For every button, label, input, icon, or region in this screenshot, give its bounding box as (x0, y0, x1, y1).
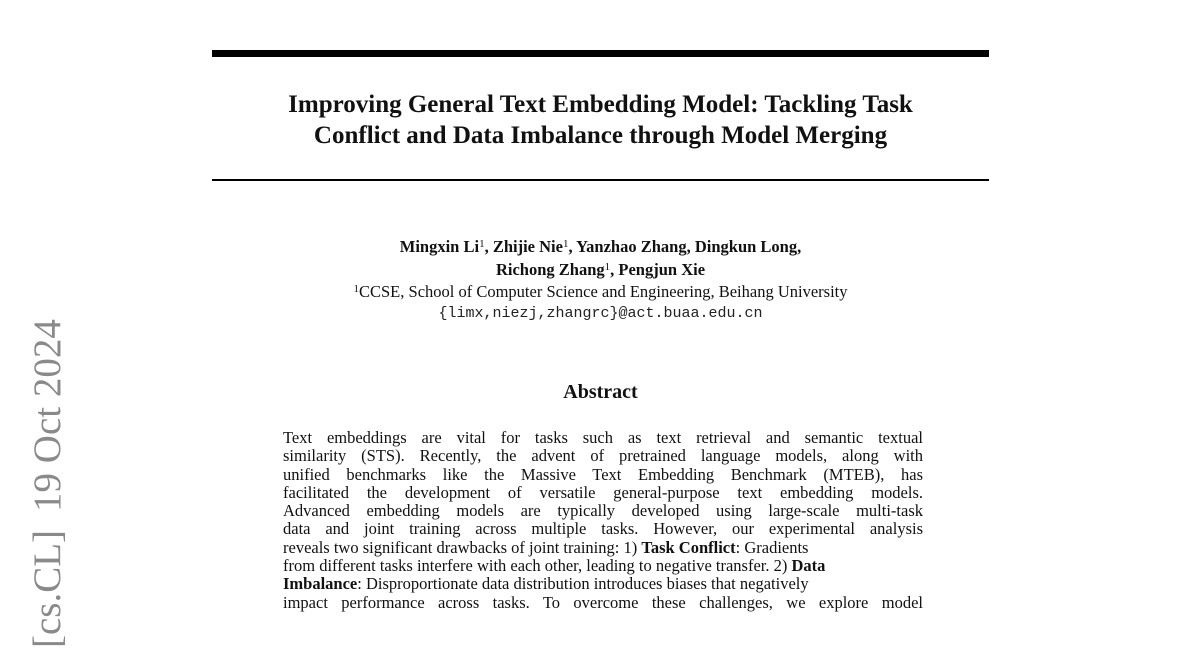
title-rule (212, 179, 989, 181)
arxiv-category: [cs.CL] (26, 529, 69, 648)
abstract-line: Advanced embedding models are typically developed using large-scale multi-task (283, 501, 923, 521)
term-imbalance: Imbalance (283, 574, 358, 594)
abstract-line: unified benchmarks like the Massive Text Embedding Benchmark (MTEB), has (283, 464, 923, 484)
author-list (212, 235, 989, 281)
abstract-heading: Abstract (563, 381, 638, 403)
term-task-conflict: Task Conflict (641, 537, 736, 557)
abstract-line: similarity (STS). Recently, the advent of pretrained language models, along with (283, 446, 923, 466)
author-name: Zhijie Nie (492, 237, 563, 256)
affiliation-marker: 1 (604, 261, 611, 273)
arxiv-side-stamp (28, 319, 68, 648)
top-rule (212, 50, 989, 57)
term-data: Data (791, 556, 826, 576)
affiliation-text: CCSE, School of Computer Science and Engineering, Beihang University (359, 282, 848, 301)
paper-title (212, 89, 989, 151)
title-line-1: Improving General Text Embedding Model: Tackling Task (288, 91, 913, 118)
author-name: Yanzhao Zhang, Dingkun Long, (576, 237, 802, 256)
author-line-2: Richong Zhang$^1$, Pengjun Xie (495, 260, 706, 279)
affiliation-marker: 1 (562, 238, 569, 250)
author-name: Richong Zhang (495, 260, 605, 279)
abstract-line: reveals two significant drawbacks of joint training: 1) Task Conflict: Gradients (283, 537, 809, 557)
abstract-line: Imbalance: Disproportionate data distribution introduces biases that negatively (283, 574, 809, 594)
affiliation-marker: 1 (353, 283, 359, 295)
abstract-line: Text embeddings are vital for tasks such as text retrieval and semantic textual (283, 428, 923, 447)
abstract-line: from different tasks interfere with each other, leading to negative transfer. 2) Data (283, 556, 826, 576)
abstract-line: facilitated the development of versatile general-purpose text embedding models. (283, 482, 923, 502)
author-email: {limx,niezj,zhangrc}@act.buaa.edu.cn (438, 305, 763, 322)
arxiv-date: 19 Oct 2024 (26, 319, 69, 512)
author-name: Pengjun Xie (618, 260, 706, 279)
author-line-1: Mingxin Li$^1$, Zhijie Nie$^1$, Yanzhao Zhang, Dingkun Long, (399, 237, 802, 256)
author-name: Mingxin Li (399, 237, 480, 256)
abstract-body (283, 429, 923, 612)
abstract-line: impact performance across tasks. To overcome these challenges, we explore model (283, 592, 923, 612)
abstract-line: data and joint training across multiple tasks. However, our experimental analysis (283, 519, 923, 539)
title-line-2: Conflict and Data Imbalance through Model Merging (313, 122, 888, 149)
affiliation (212, 282, 989, 302)
affiliation-marker: 1 (479, 238, 485, 250)
